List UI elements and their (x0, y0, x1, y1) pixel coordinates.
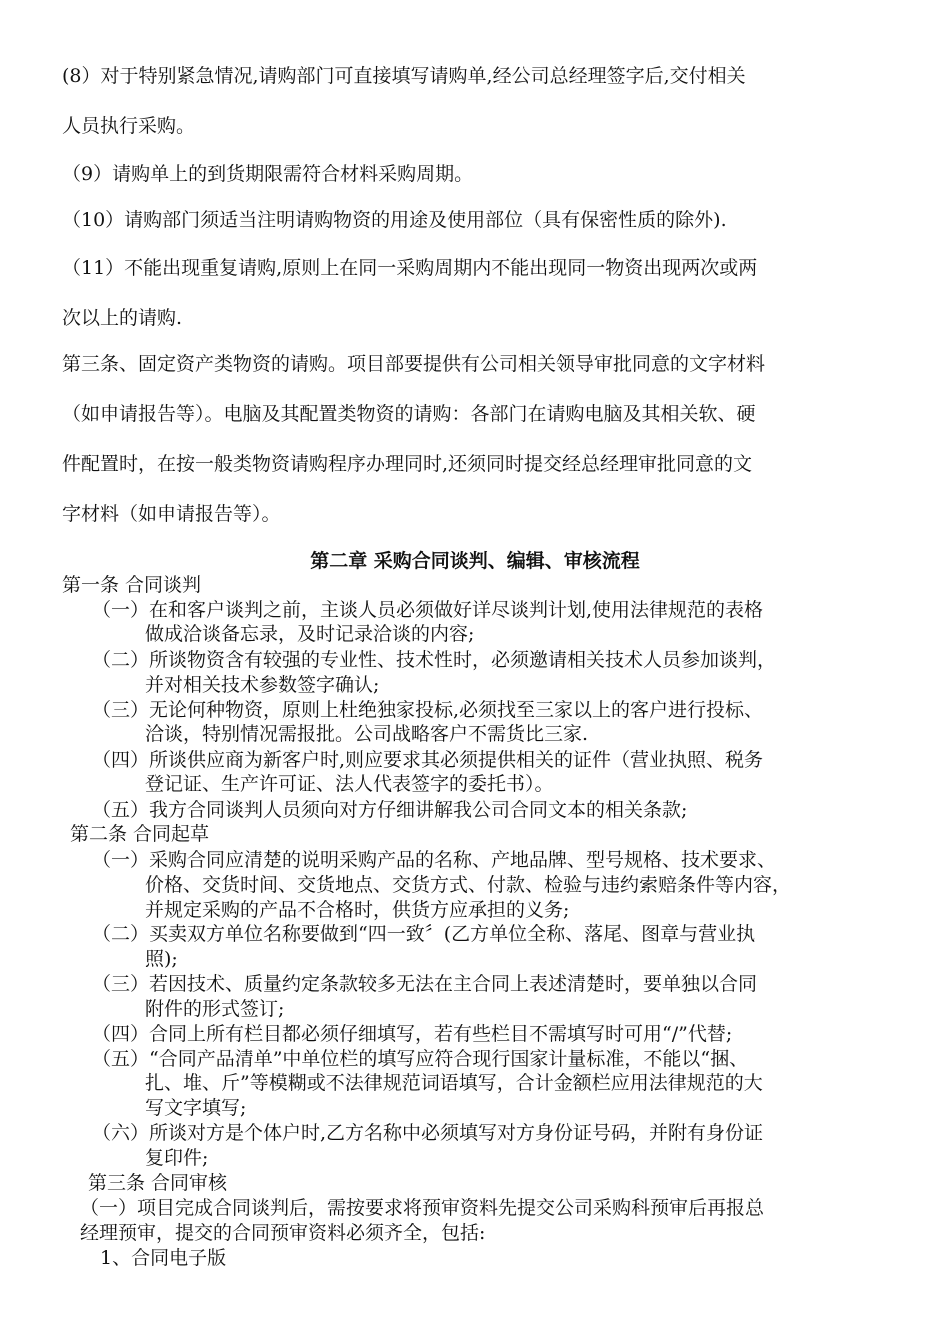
art3-para1-line2: 经理预审，提交的合同预审资料必须齐全，包括: (80, 1222, 486, 1244)
article3-line1: 第三条、固定资产类物资的请购。项目部要提供有公司相关领导审批同意的文字材料 (62, 353, 766, 375)
art2-item3-line1: （三）若因技术、质量约定条款较多无法在主合同上表述清楚时，要单独以合同 (92, 973, 758, 995)
art1-item5: （五）我方合同谈判人员须向对方仔细讲解我公司合同文本的相关条款; (92, 799, 688, 821)
article3-line4: 字材料（如申请报告等）。 (62, 503, 281, 525)
item8-line1: (8）对于特别紧急情况,请购部门可直接填写请购单,经公司总经理签字后,交付相关 (62, 65, 746, 87)
art1-heading: 第一条 合同谈判 (62, 574, 202, 596)
art2-item1-line3: 并规定采购的产品不合格时，供货方应承担的义务; (145, 899, 570, 921)
art2-item2-line2: 照); (145, 948, 178, 970)
art2-item1-line2: 价格、交货时间、交货地点、交货方式、付款、检验与违约索赔条件等内容， (145, 874, 792, 896)
article3-line2: （如申请报告等）。电脑及其配置类物资的请购：各部门在请购电脑及其相关软、硬 (62, 403, 756, 425)
item8-line2: 人员执行采购。 (62, 115, 196, 137)
art2-item2-line1: （二）买卖双方单位名称要做到“四一致〞(乙方单位全称、落尾、图章与营业执 (92, 923, 756, 945)
item11-line2: 次以上的请购. (62, 307, 183, 329)
article3-line3: 件配置时，在按一般类物资请购程序办理同时,还须同时提交经总经理审批同意的文 (62, 453, 753, 475)
art3-para1-line1: （一）项目完成合同谈判后，需按要求将预审资料先提交公司采购科预审后再报总 (80, 1197, 765, 1219)
chapter-title: 第二章 采购合同谈判、编辑、审核流程 (310, 550, 640, 572)
art2-item5-line3: 写文字填写; (145, 1097, 247, 1119)
art2-item3-line2: 附件的形式签订; (145, 998, 285, 1020)
item10: （10）请购部门须适当注明请购物资的用途及使用部位（具有保密性质的除外). (62, 209, 727, 231)
art3-sub1: 1、合同电子版 (100, 1247, 227, 1269)
art2-item6-line1: （六）所谈对方是个体户时,乙方名称中必须填写对方身份证号码，并附有身份证 (92, 1122, 764, 1144)
art1-item2-line1: （二）所谈物资含有较强的专业性、技术性时，必须邀请相关技术人员参加谈判， (92, 649, 777, 671)
art1-item1-line2: 做成洽谈备忘录，及时记录洽谈的内容; (145, 623, 475, 645)
art1-item2-line2: 并对相关技术参数签字确认; (145, 674, 380, 696)
art2-heading: 第二条 合同起草 (70, 823, 210, 845)
art2-item4: （四）合同上所有栏目都必须仔细填写，若有些栏目不需填写时可用“/”代替; (92, 1023, 733, 1045)
art1-item3-line1: （三）无论何种物资，原则上杜绝独家投标,必须找至三家以上的客户进行投标、 (92, 699, 764, 721)
art2-item5-line2: 扎、堆、斤”等模糊或不法律规范词语填写，合计金额栏应用法律规范的大 (145, 1072, 763, 1094)
item11-line1: （11）不能出现重复请购,原则上在同一采购周期内不能出现同一物资出现两次或两 (62, 257, 758, 279)
art2-item1-line1: （一）采购合同应清楚的说明采购产品的名称、产地品牌、型号规格、技术要求、 (92, 849, 777, 871)
art1-item3-line2: 洽谈，特别情况需报批。公司战略客户不需货比三家. (145, 723, 589, 745)
art3-heading: 第三条 合同审核 (88, 1172, 228, 1194)
art1-item1-line1: （一）在和客户谈判之前，主谈人员必须做好详尽谈判计划,使用法律规范的表格 (92, 599, 764, 621)
art2-item5-line1: （五）“合同产品清单”中单位栏的填写应符合现行国家计量标准，不能以“捆、 (92, 1048, 749, 1070)
art2-item6-line2: 复印件; (145, 1147, 209, 1169)
item9: （9）请购单上的到货期限需符合材料采购周期。 (62, 163, 474, 185)
art1-item4-line2: 登记证、生产许可证、法人代表签字的委托书）。 (145, 773, 554, 795)
art1-item4-line1: （四）所谈供应商为新客户时,则应要求其必须提供相关的证件（营业执照、税务 (92, 749, 764, 771)
